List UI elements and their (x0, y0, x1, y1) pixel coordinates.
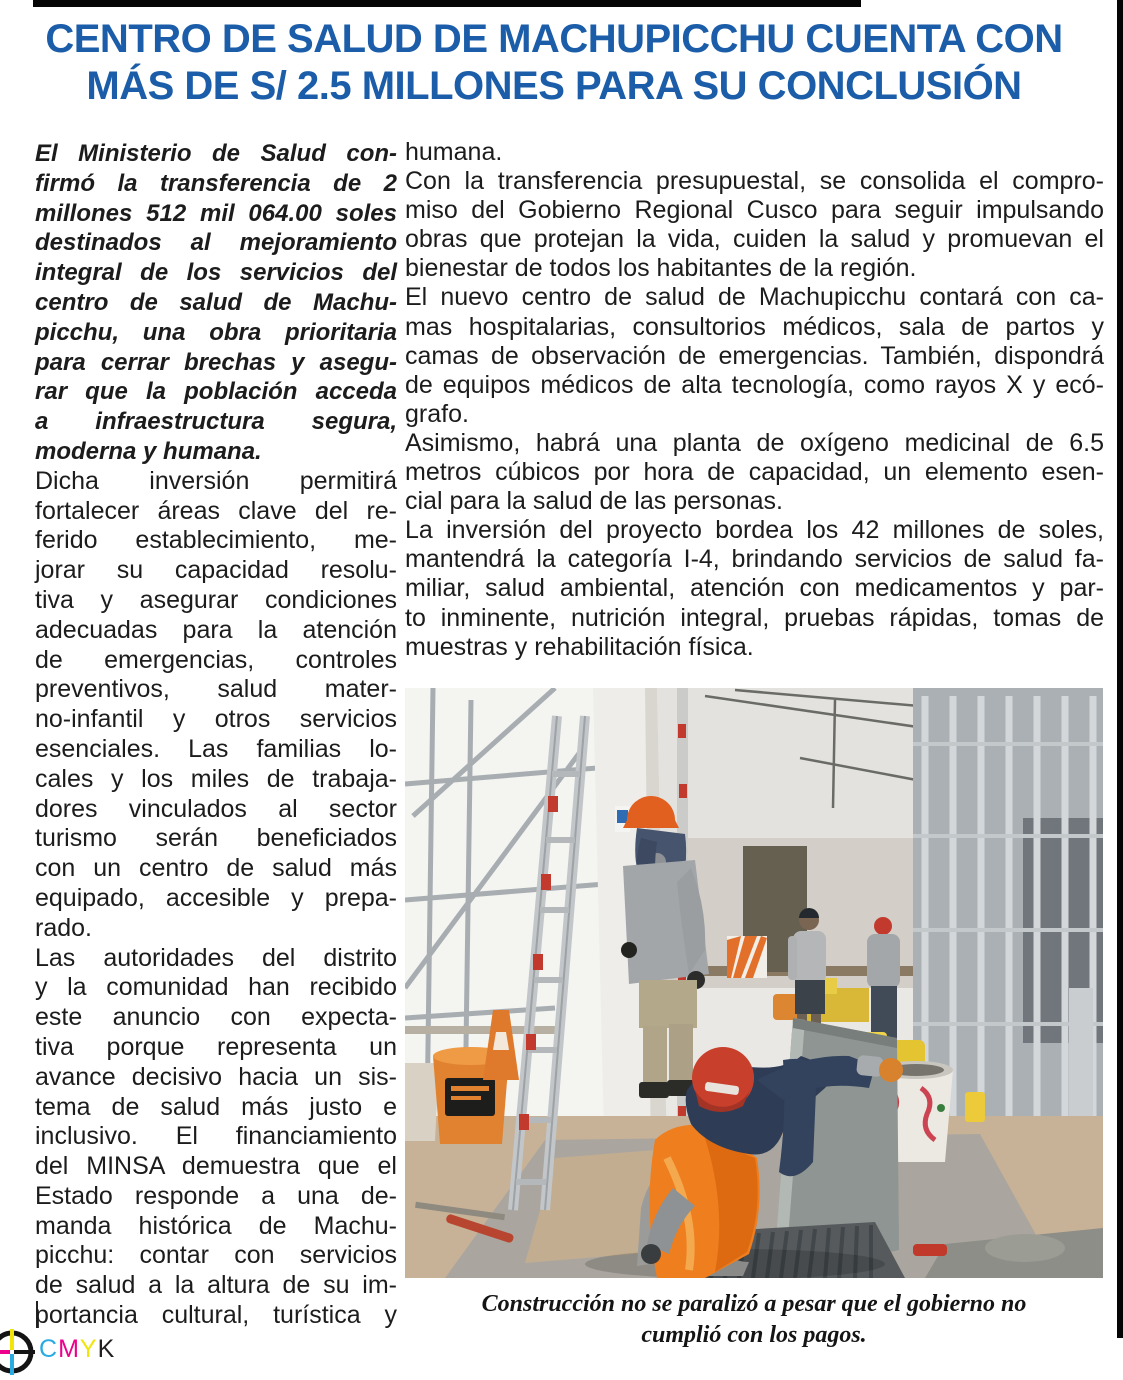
text-line: miso del Gobierno Regional Cusco para seguir impulsando (405, 196, 1104, 225)
text-line: rar que la población acceda (35, 378, 397, 406)
article-headline (30, 16, 1078, 110)
text-line: avance decisivo hacia un sis- (35, 1062, 397, 1091)
text-line: mas hospitalarias, consultorios médicos, sala de partos y (405, 312, 1104, 341)
caption-line-2: cumplió con los pagos. (641, 1322, 867, 1348)
headline-line-2: MÁS DE S/ 2.5 MILLONES PARA SU CONCLUSIÓN (86, 64, 1022, 108)
construction-site-photo (405, 688, 1103, 1278)
text-line: esenciales. Las familias lo- (35, 734, 397, 763)
scan-artifact-top-bar (33, 0, 861, 7)
text-line: mantendrá la categoría I-4, brindando servicios de salud fa- (405, 545, 1104, 574)
text-line: miliar, salud ambiental, atención con medicamentos y par- (405, 574, 1104, 603)
text-line: Asimismo, habrá una planta de oxígeno medicinal de 6.5 (405, 428, 1104, 457)
article-column-left (35, 139, 397, 1331)
text-line: to inminente, nutrición integral, pruebas rápidas, tomas de (405, 603, 1104, 632)
text-line: picchu: contar con servicios (35, 1241, 397, 1270)
text-line: del MINSA demuestra que el (35, 1152, 397, 1181)
text-line: tema de salud más justo e (35, 1092, 397, 1121)
text-line: moderna y humana. (35, 437, 262, 465)
text-line: inclusivo. El financiamiento (35, 1122, 397, 1151)
registration-mark (0, 1328, 36, 1376)
text-line: de equipos médicos de alta tecnología, como rayos X y ecó- (405, 370, 1104, 399)
text-line: muestras y rehabilitación física. (405, 632, 754, 661)
text-line: Estado responde a una de- (35, 1181, 397, 1210)
text-line: Dicha inversión permitirá (35, 466, 397, 495)
text-line: dores vinculados al sector (35, 794, 397, 823)
text-line: picchu, una obra prioritaria (35, 318, 397, 346)
cmyk-letter: M (58, 1335, 80, 1363)
text-line: rado. (35, 913, 92, 942)
scan-artifact-right-bar (1117, 0, 1123, 1338)
text-line: bienestar de todos los habitantes de la región. (405, 254, 917, 283)
text-line: firmó la transferencia de 2 (35, 169, 397, 197)
text-line: grafo. (405, 399, 469, 428)
text-line: jorar su capacidad resolu- (35, 556, 397, 585)
text-line: de emergencias, controles (35, 645, 397, 674)
red-tool (913, 1244, 947, 1256)
article-column-right (405, 138, 1104, 662)
cmyk-letter: K (97, 1335, 116, 1363)
photo-caption (405, 1289, 1103, 1351)
cmyk-letter: Y (79, 1335, 98, 1363)
background-worker-red-cap (866, 917, 900, 1048)
text-line: El Ministerio de Salud con- (35, 140, 397, 167)
text-line: preventivos, salud mater- (35, 675, 397, 704)
text-line: cales y los miles de trabaja- (35, 764, 397, 793)
cmyk-letter: C (39, 1335, 59, 1363)
text-line: metros cúbicos por hora de capacidad, un elemento esen- (405, 458, 1104, 487)
text-line: portancia cultural, turística y (35, 1301, 397, 1330)
text-line: tiva porque representa un (35, 1032, 397, 1061)
text-line: para cerrar brechas y asegu- (35, 348, 397, 376)
text-line: centro de salud de Machu- (35, 288, 397, 316)
text-line: ferido establecimiento, me- (35, 526, 397, 555)
striped-barrier (727, 936, 767, 978)
text-line: este anuncio con expecta- (35, 1003, 397, 1032)
text-line: no-infantil y otros servicios (35, 705, 397, 734)
text-line: millones 512 mil 064.00 soles (35, 199, 397, 227)
text-line: obras que protejan la vida, cuiden la salud y promuevan el (405, 225, 1104, 254)
text-line: con un centro de salud más (35, 854, 397, 883)
text-line: adecuadas para la atención (35, 615, 397, 644)
text-line: equipado, accesible y prepa- (35, 883, 397, 912)
text-line: El nuevo centro de salud de Machupicchu contará con ca- (405, 283, 1104, 312)
text-line: tiva y asegurar condiciones (35, 585, 397, 614)
text-line: destinados al mejoramiento (35, 229, 397, 257)
text-line: camas de observación de emergencias. También, dispondrá (405, 341, 1104, 370)
text-line: Con la transferencia presupuestal, se consolida el compro- (405, 167, 1104, 196)
text-line: La inversión del proyecto bordea los 42 millones de soles, (405, 516, 1104, 545)
text-line: integral de los servicios del (35, 259, 397, 287)
text-line: y la comunidad han recibido (35, 973, 397, 1002)
caption-line-1: Construcción no se paralizó a pesar que el gobierno no (481, 1291, 1027, 1317)
headline-line-1: CENTRO DE SALUD DE MACHUPICCHU CUENTA CON (45, 17, 1063, 61)
text-line: turismo serán beneficiados (35, 824, 397, 853)
text-line: fortalecer áreas clave del re- (35, 496, 397, 525)
article-photo (405, 688, 1103, 1278)
text-line: humana. (405, 138, 503, 166)
text-line: cial para la salud de las personas. (405, 487, 784, 516)
text-line: manda histórica de Machu- (35, 1211, 397, 1240)
text-line: a infraestructura segura, (35, 408, 397, 436)
text-line: Las autoridades del distrito (35, 943, 397, 972)
text-line: de salud a la altura de su im- (35, 1271, 397, 1300)
cmyk-label (39, 1335, 115, 1364)
